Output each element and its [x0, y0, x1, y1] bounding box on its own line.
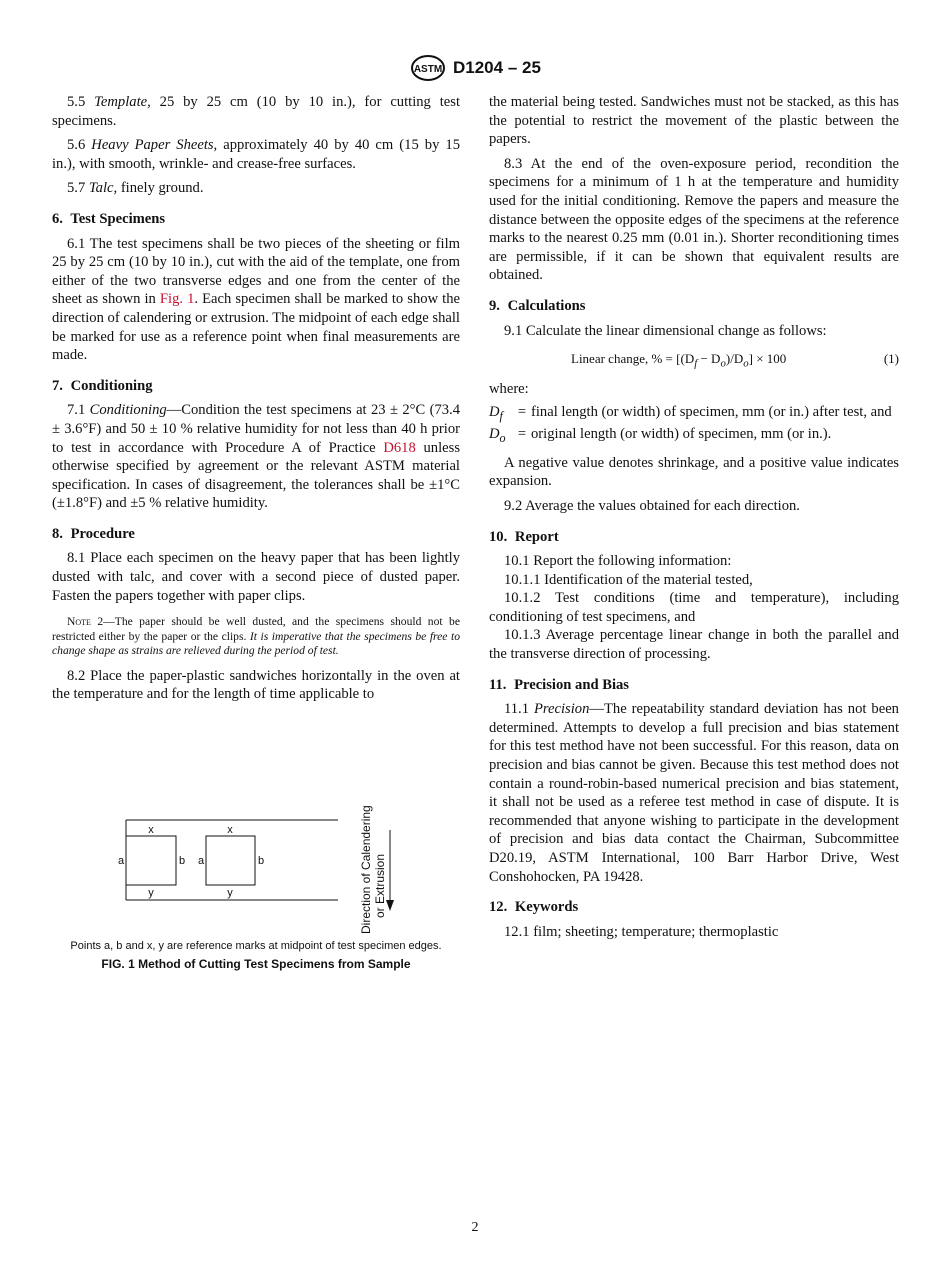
fig-1-link[interactable]: Fig. 1: [159, 291, 195, 308]
astm-logo: [410, 54, 446, 82]
figure-1: [52, 790, 460, 980]
page-number: 2: [471, 1220, 479, 1235]
section-9-heading: 9. Calculations: [489, 297, 586, 314]
section-12-heading: 12. Keywords: [489, 899, 579, 916]
definitions: [489, 403, 899, 448]
specimen-2-y: y: [227, 887, 233, 899]
paragraph-11-1: 11.1 Precision—The repeatability standard deviation has not been determined. Attempts to develop a full precision and bias statement for this test method have not been successful. For this reason, data on precision and bias cannot be given. Because this test method does not contain a round-robin-based numerical precision and bias statement, it shall not be used as a referee test method in case of dispute. It is recommended that anyone wishing to participate in the development of precision and bias data contact the Chairman, Subcommittee D20.19, ASTM International, 100 Barr Harbor Drive, West Conshohocken, PA 19428.: [489, 701, 899, 885]
paragraph-5-5: 5.5 Template, 25 by 25 cm (10 by 10 in.), for cutting test specimens.: [52, 94, 460, 129]
paragraph-5-7: 5.7 Talc, finely ground.: [67, 180, 204, 197]
specimen-1-y: y: [148, 887, 154, 899]
paragraph-5-6: 5.6 Heavy Paper Sheets, approximately 40 by 40 cm (15 by 15 in.), with smooth, wrinkle- and crease-free surfaces.: [52, 137, 460, 172]
right-column: [489, 93, 899, 947]
paragraph-8-2-continued: the material being tested. Sandwiches must not be stacked, as this has the potential to restrict the movement of the plastic between the papers.: [489, 94, 899, 148]
paragraph-10-1-2: 10.1.2 Test conditions (time and temperature), including conditioning of test specimens, and: [489, 590, 899, 625]
document-id: D1204 – 25: [453, 58, 541, 77]
section-10-heading: 10. Report: [489, 528, 559, 545]
section-6-heading: 6. Test Specimens: [52, 210, 166, 227]
paragraph-8-1: 8.1 Place each specimen on the heavy paper that has been lightly dusted with talc, and cover with a second piece of dusted paper. Fasten the papers together with paper clips.: [52, 550, 460, 604]
direction-arrow-head: [386, 900, 394, 911]
page-header: [0, 54, 950, 84]
figure-1-diagram: [52, 790, 460, 940]
specimen-1-a: a: [117, 855, 125, 867]
paragraph-6-1: 6.1 The test specimens shall be two pieces of the sheeting or film 25 by 25 cm (10 by 10 in.), cut with the aid of the template, one from either of the two transverse edges and one from the center of the sheet as shown in Fig. 1. Each specimen shall be marked to show the direction of calendering or extrusion. The midpoint of each edge shall be marked for use as a reference point when final measurements are made.: [52, 235, 461, 364]
paragraph-9-1: 9.1 Calculate the linear dimensional change as follows:: [504, 322, 827, 339]
paragraph-10-1-1: 10.1.1 Identification of the material tested,: [504, 571, 753, 588]
section-8-heading: 8. Procedure: [52, 525, 135, 542]
paragraph-10-1-3: 10.1.3 Average percentage linear change in both the parallel and the transverse direction of processing.: [489, 627, 899, 663]
paragraph-10-1: 10.1 Report the following information:: [504, 553, 732, 570]
paragraph-8-3: 8.3 At the end of the oven-exposure period, recondition the specimens for a minimum of 1 h at the temperature and humidity used for the initial conditioning. Remove the papers and measure the distance between the opposite edges of the specimens at the reference marks to the nearest 0.25 mm (0.01 in.). Shorter reconditioning times are permissible, if it can be shown that equivalent results are obtained.: [489, 155, 899, 284]
specimen-1: [126, 836, 176, 885]
definition-do: $D_o$ = original length (or width) of specimen, mm (or in.).: [489, 426, 832, 446]
left-column: [52, 93, 460, 710]
paragraph-7-1: 7.1 Conditioning—Condition the test specimens at 23 ± 2°C (73.4 ± 3.6°F) and 50 ± 10 % relative humidity for not less than 40 h prior to test in accordance with Procedure A of Practice D618 unless otherwise specified by agreement or the relevant ASTM material specification. In cases of disagreement, the tolerances shall be ±1°C (±1.8°F) and ±5 % relative humidity.: [52, 402, 460, 512]
d618-link[interactable]: D618: [383, 439, 416, 456]
paragraph-negative-value: A negative value denotes shrinkage, and a positive value indicates expansion.: [489, 454, 899, 490]
equation-1: [489, 346, 899, 376]
specimen-2-b: b: [257, 855, 265, 867]
specimen-2: [206, 836, 255, 885]
specimen-1-b: b: [178, 855, 186, 867]
where-label: where:: [489, 381, 529, 398]
note-2: Note 2—The paper should be well dusted, and the specimens should not be restricted either by the paper or the clips. It is imperative that the specimens be free to change shape as strains are relieved during the period of test.: [52, 615, 460, 658]
section-11-heading: 11. Precision and Bias: [489, 676, 629, 693]
figure-1-subcaption: Points a, b and x, y are reference marks at midpoint of test specimen edges.: [70, 940, 442, 952]
specimen-1-x: x: [148, 824, 154, 836]
equation-number: (1): [883, 351, 899, 367]
figure-1-caption: FIG. 1 Method of Cutting Test Specimens from Sample: [101, 957, 411, 971]
direction-label-line1: Direction of Calendering: [359, 805, 373, 934]
specimen-2-x: x: [227, 824, 233, 836]
specimen-2-a: a: [197, 855, 205, 867]
direction-label-line2: or Extrusion: [373, 853, 387, 918]
paragraph-12-1: 12.1 film; sheeting; temperature; thermoplastic: [504, 923, 779, 940]
equation-formula: Linear change, % = $[(D_f - D_o)/D_o] \times 100$: [571, 351, 787, 370]
definition-df: $D_f$ = final length (or width) of specimen, mm (or in.) after test, and: [489, 403, 892, 423]
section-7-heading: 7. Conditioning: [52, 377, 153, 394]
svg-text:ASTM: ASTM: [413, 64, 443, 75]
paragraph-9-2: 9.2 Average the values obtained for each direction.: [504, 497, 800, 514]
paragraph-8-2: 8.2 Place the paper-plastic sandwiches horizontally in the oven at the temperature and for the length of time applicable to: [52, 667, 460, 703]
